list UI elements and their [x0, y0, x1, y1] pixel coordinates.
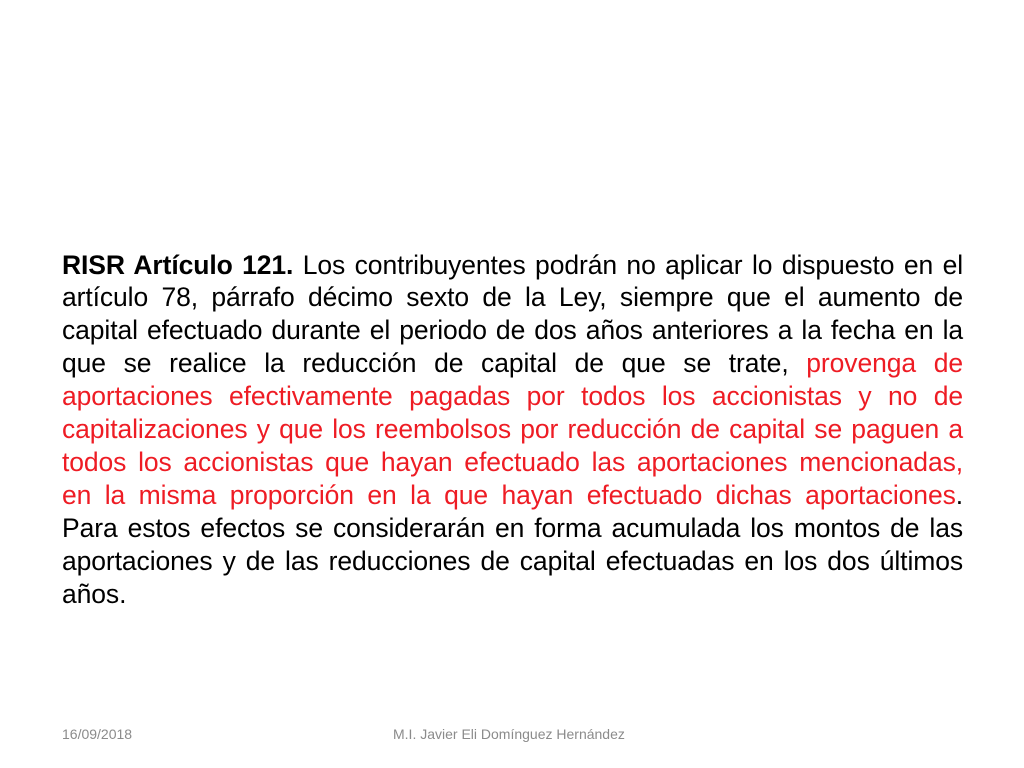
footer-author: M.I. Javier Eli Domínguez Hernández [393, 726, 625, 742]
article-text-intro: Los contribuyentes podrán no aplicar lo dispuesto en el artículo 78, párrafo décimo sexto de la Ley, siempre que el aumento de capital efectuado durante el periodo de dos años anteriores a la fecha en la que se realice la reducción de capital de que se trate, [62, 249, 963, 379]
footer-date: 16/09/2018 [62, 726, 133, 742]
article-text-outro: . Para estos efectos se considerarán en forma acumulada los montos de las aportaciones y de las reducciones de capital efectuadas en los dos últimos años. [62, 479, 963, 609]
article-text-highlight: provenga de aportaciones efectivamente pagadas por todos los accionistas y no de capitalizaciones y que los reembolsos por reducción de capital se paguen a todos los accionistas que hayan efectuado las aportaciones mencionadas, en la misma proporción en la que hayan efectuado dichas aportaciones [62, 348, 963, 510]
article-heading: RISR Artículo 121. [62, 249, 294, 280]
article-paragraph [62, 249, 963, 611]
